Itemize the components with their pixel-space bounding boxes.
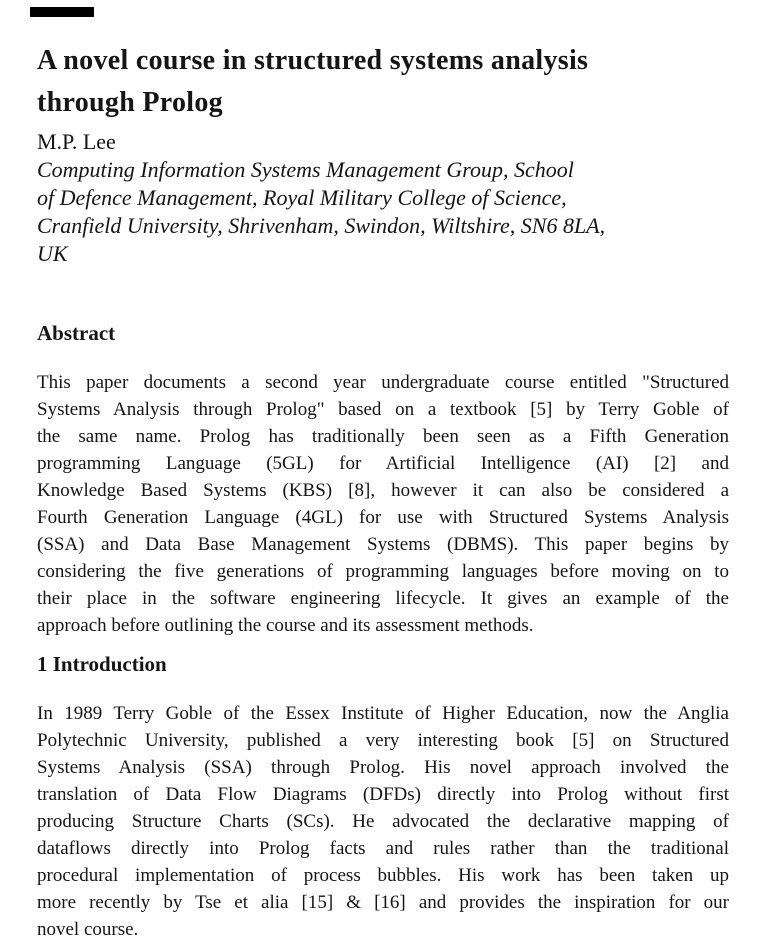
text-line: considering the five generations of programming languages before moving on to [37, 561, 729, 582]
abstract-heading: Abstract [37, 321, 116, 345]
text-line: UK [37, 241, 68, 266]
text-line: the same name. Prolog has traditionally been seen as a Fifth Generation [37, 426, 729, 447]
introduction-heading: 1 Introduction [37, 652, 167, 676]
text-line: A novel course in structured systems analysis [37, 45, 589, 76]
text-line: their place in the software engineering lifecycle. It gives an example of the [37, 588, 729, 609]
author-affiliation [37, 156, 729, 268]
text-line: producing Structure Charts (SCs). He advocated the declarative mapping of [37, 811, 729, 832]
author-name: M.P. Lee [37, 129, 116, 154]
text-line: Cranfield University, Shrivenham, Swindon, Wiltshire, SN6 8LA, [37, 213, 606, 238]
text-line: Systems Analysis (SSA) through Prolog. His novel approach involved the [37, 757, 729, 778]
text-line: novel course. [37, 919, 139, 940]
text-line: (SSA) and Data Base Management Systems (DBMS). This paper begins by [37, 534, 729, 555]
abstract-paragraph [37, 369, 729, 639]
text-line: of Defence Management, Royal Military College of Science, [37, 185, 567, 210]
text-line: dataflows directly into Prolog facts and rules rather than the traditional [37, 838, 729, 859]
text-line: programming Language (5GL) for Artificial Intelligence (AI) [2] and [37, 453, 729, 474]
text-line: procedural implementation of process bubbles. His work has been taken up [37, 865, 729, 886]
text-line: Polytechnic University, published a very interesting book [5] on Structured [37, 730, 729, 751]
text-line: approach before outlining the course and its assessment methods. [37, 615, 534, 636]
text-line: This paper documents a second year undergraduate course entitled "Structured [37, 372, 729, 393]
text-line: Fourth Generation Language (4GL) for use with Structured Systems Analysis [37, 507, 729, 528]
introduction-paragraph [37, 700, 729, 943]
text-line: more recently by Tse et alia [15] & [16] and provides the inspiration for our [37, 892, 729, 913]
text-line: translation of Data Flow Diagrams (DFDs) directly into Prolog without first [37, 784, 729, 805]
text-line: Knowledge Based Systems (KBS) [8], however it can also be considered a [37, 480, 729, 501]
text-line: Computing Information Systems Management Group, School [37, 157, 574, 182]
text-line: Systems Analysis through Prolog" based on a textbook [5] by Terry Goble of [37, 399, 729, 420]
text-line: In 1989 Terry Goble of the Essex Institute of Higher Education, now the Anglia [37, 703, 729, 724]
text-line: through Prolog [37, 87, 223, 118]
page-content [37, 0, 729, 943]
paper-title [37, 40, 729, 124]
